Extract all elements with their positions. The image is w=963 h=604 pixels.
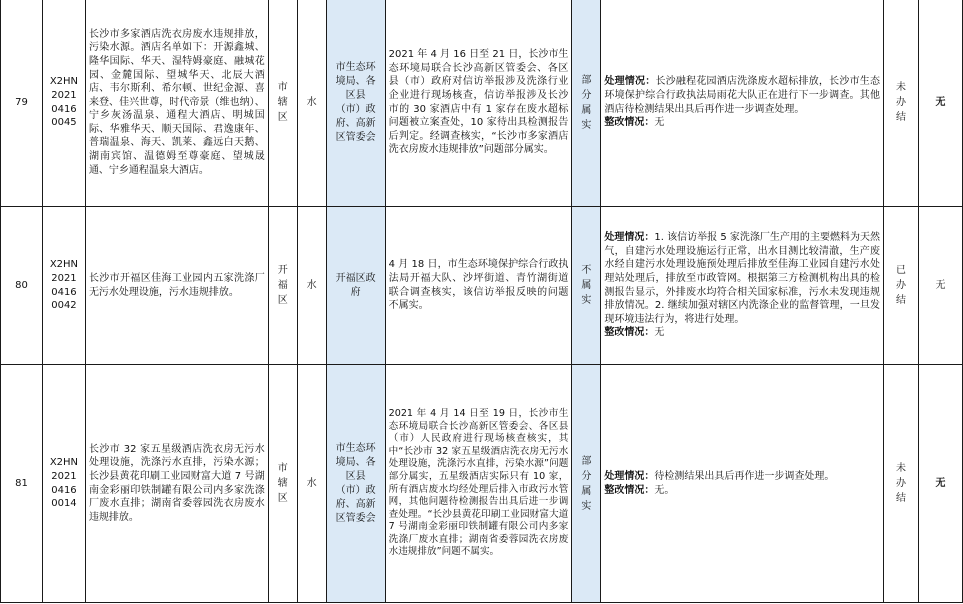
case-code: X2HN 2021 0416 0014 [42,365,85,603]
status-cell: 未办结 [883,0,918,207]
status-cell: 未办结 [883,365,918,603]
rectify-label: 整改情况： [604,484,655,496]
pollution-type: 水 [297,207,326,365]
row-index: 79 [1,0,43,207]
handling-cell [601,207,884,365]
complaint-content: 长沙市 32 家五星级酒店洗衣房无污水处理设施，洗涤污水直排，污染水源；长沙县黄花印刷工业园财富大道 7 号湖南金彩丽印铁制罐有限公司内多家洗涤厂废水直排；湖南省委蓉园洗衣房废水违规排放。 [85,365,268,603]
row-index: 81 [1,365,43,603]
row-index: 80 [1,207,43,365]
case-code: X2HN 2021 0416 0042 [42,207,85,365]
investigation-text: 2021 年 4 月 16 日至 21 日，长沙市生态环境局联合长沙高新区管委会、各区县（市）政府对信访举报涉及洗涤行业企业进行现场核查，信访举报涉及长沙市的 30 家酒店中有 1 家存在废水超标问题被立案查处，10 家待出具检测报告后判定。经调查核实，“长沙市多家酒店洗衣房废水违规排放”问题部分属实。 [385,0,572,207]
verification-result: 部分属实 [572,365,601,603]
rectify-text: 无 [654,327,665,339]
table-row [1,207,963,365]
region-cell: 市辖区 [268,0,297,207]
case-code: X2HN 2021 0416 0045 [42,0,85,207]
rectify-text: 无。 [654,484,675,496]
table-row [1,0,963,207]
handling-cell [601,0,884,207]
handling-label: 处理情况： [604,232,655,244]
responsible-unit: 市生态环境局、各区县（市）政府、高新区管委会 [326,0,385,207]
handling-label: 处理情况： [604,470,655,482]
handling-text: 待检测结果出具后再作进一步调查处理。 [654,470,835,482]
rectify-label: 整改情况： [604,117,655,129]
accountability-cell: 无 [918,365,962,603]
complaint-content: 长沙市开福区佳海工业园内五家洗涤厂无污水处理设施，污水违规排放。 [85,207,268,365]
status-cell: 已办结 [883,207,918,365]
accountability-cell: 无 [918,0,962,207]
table-row [1,365,963,603]
responsible-unit: 市生态环境局、各区县（市）政府、高新区管委会 [326,365,385,603]
rectify-text: 无 [654,117,665,129]
handling-text: 长沙融程花园酒店洗涤废水超标排放，长沙市生态环境保护综合行政执法局雨花大队正在进行下一步调查。其他酒店待检测结果出具后再作进一步调查处理。 [604,76,880,115]
pollution-type: 水 [297,365,326,603]
handling-label: 处理情况： [604,76,656,88]
rectify-label: 整改情况： [604,327,655,339]
complaint-content: 长沙市多家酒店洗衣房废水违规排放，污染水源。酒店名单如下：开源鑫城、隆华国际、华天、湿特姆豪庭、融城花园、金麓国际、望城华天、北辰大酒店、韦尔斯利、希尔顿、世纪金源、喜来登、佳兴世尊，时代帝景（维也纳）、宁乡灰汤温泉、通程大酒店、明城国际、华雅华天、顺天国际、君逸康年、普瑞温泉、海天、凯莱、鑫远白天鹅、湖南宾馆、温德姆至尊豪庭、望城晟通、宁乡通程温泉大酒店。 [85,0,268,207]
investigation-text: 2021 年 4 月 14 日至 19 日，长沙市生态环境局联合长沙高新区管委会、各区县（市）人民政府进行现场核查核实，其中“长沙市 32 家五星级酒店洗衣房无污水处理设施，洗涤污水直排，污染水源”问题部分属实，五星级酒店实际只有 10 家，所有酒店废水均经处理后排入市政污水管网，其他问题待检测报告出具后进一步调查处理。“长沙县黄花印刷工业园财富大道 7 号湖南金彩丽印铁制罐有限公司内多家洗涤厂废水直排；湖南省委蓉园洗衣房废水违规排放”问题不属实。 [385,365,572,603]
region-cell: 市辖区 [268,365,297,603]
region-cell: 开福区 [268,207,297,365]
handling-cell [601,365,884,603]
investigation-text: 4 月 18 日，市生态环境保护综合行政执法局开福大队、沙坪街道、青竹湖街道联合调查核实，该信访举报反映的问题不属实。 [385,207,572,365]
verification-result: 不属实 [572,207,601,365]
verification-result: 部分属实 [572,0,601,207]
accountability-cell: 无 [918,207,962,365]
handling-text: 1. 该信访举报 5 家洗涤厂生产用的主要燃料为天然气，自建污水处理设施运行正常，出水目测比较清澈，生产废水经自建污水处理设施预处理后排放至佳海工业园自建污水处理站处理后，排放至市政管网。根据第三方检测机构出具的检测报告显示，外排废水均符合相关国家标准，污水未发现违规排放情况。2. 继续加强对辖区内洗涤企业的监督管理，一旦发现环境违法行为，将进行处理。 [604,232,880,325]
pollution-type: 水 [297,0,326,207]
responsible-unit: 开福区政府 [326,207,385,365]
